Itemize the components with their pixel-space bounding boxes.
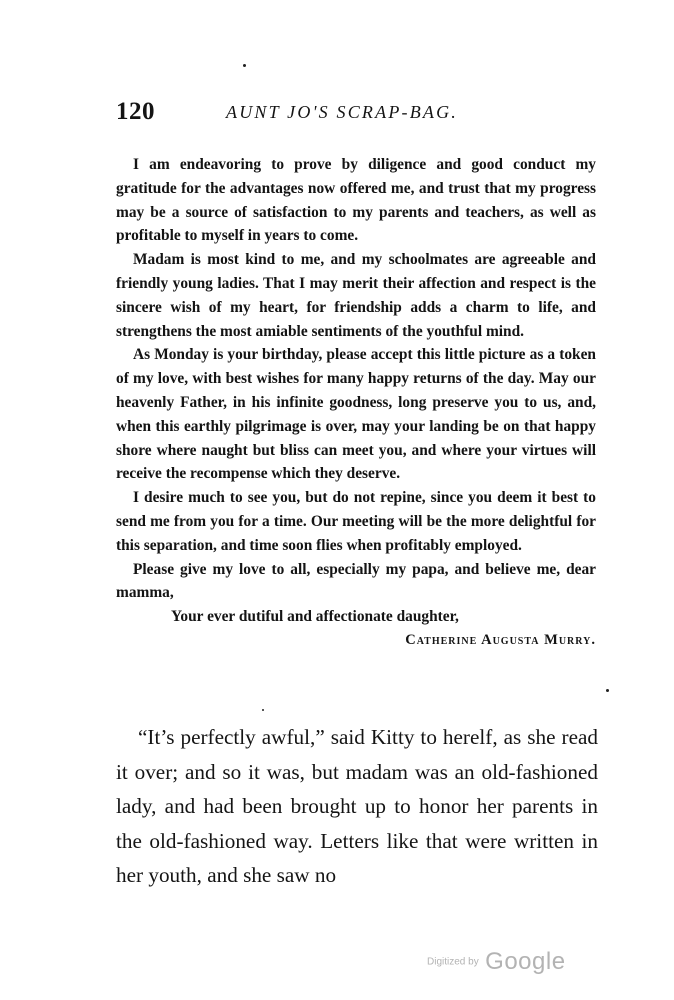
page-number: 120 <box>116 98 155 125</box>
ink-speck <box>243 64 246 67</box>
narrative-paragraph: “It’s perfectly awful,” said Kitty to herelf, as she read it over; and so it was, but madam was an old-fashioned lady, and had been brought up to honor her parents in the old-fashioned way. Letters like that were written in her youth, and she saw no <box>116 725 598 887</box>
letter-closing: Your ever dutiful and affectionate daughter, <box>171 608 459 626</box>
letter-signature: Catherine Augusta Murry. <box>405 631 596 648</box>
letter-paragraph: I desire much to see you, but do not repine, since you deem it best to send me from you for a time. Our meeting will be the more delightful for this separation, and time soon flies when profitably employed. <box>116 489 596 554</box>
google-logo: Google <box>485 948 566 975</box>
letter-paragraph: Madam is most kind to me, and my schoolmates are agreeable and friendly young ladies. That I may merit their affection and respect is the sincere wish of my heart, for friendship adds a charm to life, and strengthens the most amiable sentiments of the youthful mind. <box>116 251 596 340</box>
narrative-text <box>116 720 598 893</box>
digitized-watermark <box>427 948 566 976</box>
page-header <box>116 98 596 128</box>
letter-paragraph: I am endeavoring to prove by diligence and good conduct my gratitude for the advantages now offered me, and trust that my progress may be a source of satisfaction to my parents and teachers, as well as profitable to myself in years to come. <box>116 156 596 245</box>
letter-paragraph: As Monday is your birthday, please accept this little picture as a token of my love, with best wishes for many happy returns of the day. May our heavenly Father, in his infinite goodness, long preserve you to us, and, when this earthly pilgrimage is over, may your landing be on that happy shore where naught but bliss can meet you, and where your virtues will receive the recompense which they deserve. <box>116 346 596 483</box>
ink-speck <box>262 709 264 711</box>
ink-speck <box>606 689 609 692</box>
letter-text <box>116 153 596 653</box>
watermark-prefix: Digitized by <box>427 956 479 968</box>
running-title: AUNT JO'S SCRAP-BAG. <box>226 102 458 122</box>
letter-paragraph: Please give my love to all, especially my papa, and believe me, dear mamma, <box>116 560 596 602</box>
